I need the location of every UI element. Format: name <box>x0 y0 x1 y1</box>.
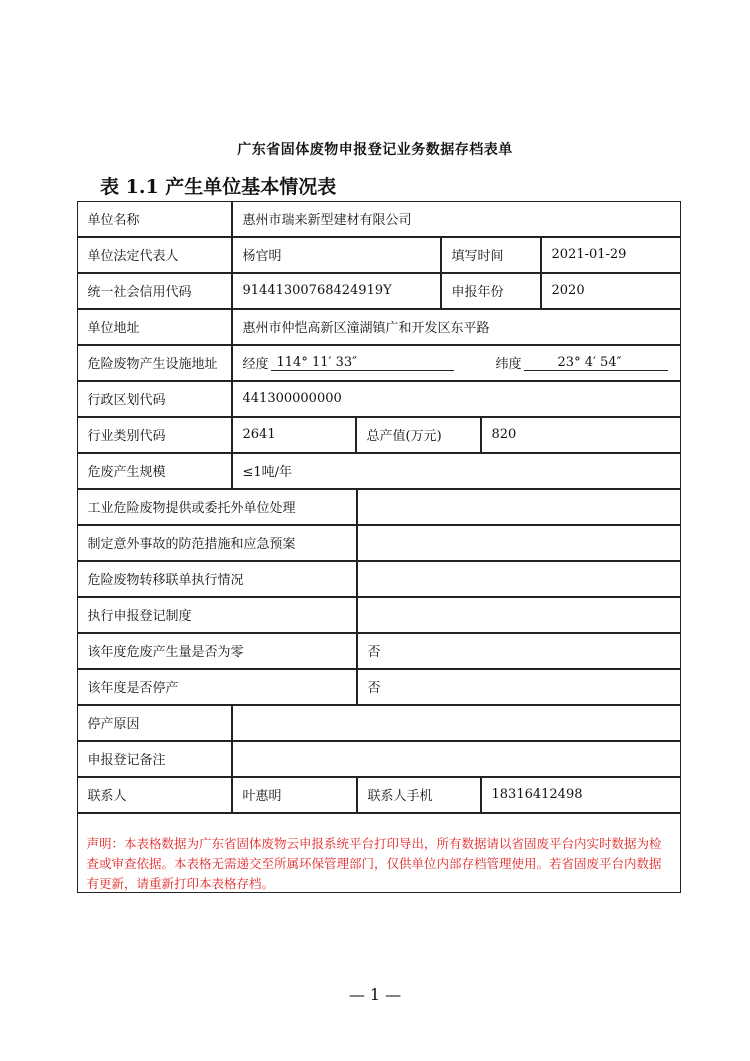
stop-reason-label: 停产原因 <box>77 705 232 741</box>
registration-label: 执行申报登记制度 <box>77 597 357 633</box>
manifest-label: 危险废物转移联单执行情况 <box>77 561 357 597</box>
fill-date-label: 填写时间 <box>441 237 541 273</box>
stop-reason-value <box>232 705 681 741</box>
latitude-value: 23° 4′ 54″ <box>524 355 668 371</box>
industry-code-value: 2641 <box>232 417 356 453</box>
zero-output-value: 否 <box>357 633 681 669</box>
unit-name-label: 单位名称 <box>77 201 232 237</box>
latitude-label: 纬度 <box>495 357 522 372</box>
output-value-value: 820 <box>481 417 681 453</box>
emergency-label: 制定意外事故的防范措施和应急预案 <box>77 525 357 561</box>
output-value-label: 总产值(万元) <box>356 417 481 453</box>
handling-label: 工业危险废物提供或委托外单位处理 <box>77 489 357 525</box>
scale-value: ≤1吨/年 <box>232 453 681 489</box>
contact-phone-value: 18316412498 <box>481 777 681 813</box>
facility-coordinates <box>232 345 681 381</box>
legal-rep-label: 单位法定代表人 <box>77 237 232 273</box>
stopped-value: 否 <box>357 669 681 705</box>
legal-rep-value: 杨官明 <box>232 237 441 273</box>
manifest-value <box>357 561 681 597</box>
contact-phone-label: 联系人手机 <box>357 777 481 813</box>
disclaimer-note: 声明：本表格数据为广东省固体废物云申报系统平台打印导出，所有数据请以省固废平台内实时数据为检查或审查依据。本表格无需递交至所属环保管理部门，仅供单位内部存档管理使用。若省固废平台内数据有更新，请重新打印本表格存档。 <box>77 813 681 893</box>
registration-value <box>357 597 681 633</box>
zero-output-label: 该年度危废产生量是否为零 <box>77 633 357 669</box>
remark-value <box>232 741 681 777</box>
industry-code-label: 行业类别代码 <box>77 417 232 453</box>
page-number: — 1 — <box>348 985 402 1004</box>
longitude-label: 经度 <box>242 357 269 372</box>
unit-name-value: 惠州市瑞来新型建材有限公司 <box>232 201 681 237</box>
remark-label: 申报登记备注 <box>77 741 232 777</box>
basic-info-table <box>77 201 681 893</box>
region-code-label: 行政区划代码 <box>77 381 232 417</box>
table-title: 表 1.1 产生单位基本情况表 <box>100 176 337 198</box>
handling-value <box>357 489 681 525</box>
credit-code-value: 91441300768424919Y <box>232 273 441 309</box>
region-code-value: 441300000000 <box>232 381 681 417</box>
fill-date-value: 2021-01-29 <box>541 237 681 273</box>
longitude-value: 114° 11′ 33″ <box>271 355 454 371</box>
report-year-value: 2020 <box>541 273 681 309</box>
stopped-label: 该年度是否停产 <box>77 669 357 705</box>
emergency-value <box>357 525 681 561</box>
contact-value: 叶惠明 <box>232 777 357 813</box>
scale-label: 危废产生规模 <box>77 453 232 489</box>
contact-label: 联系人 <box>77 777 232 813</box>
address-value: 惠州市仲恺高新区潼湖镇广和开发区东平路 <box>232 309 681 345</box>
address-label: 单位地址 <box>77 309 232 345</box>
document-title: 广东省固体废物申报登记业务数据存档表单 <box>237 142 513 158</box>
report-year-label: 申报年份 <box>441 273 541 309</box>
facility-label: 危险废物产生设施地址 <box>77 345 232 381</box>
credit-code-label: 统一社会信用代码 <box>77 273 232 309</box>
